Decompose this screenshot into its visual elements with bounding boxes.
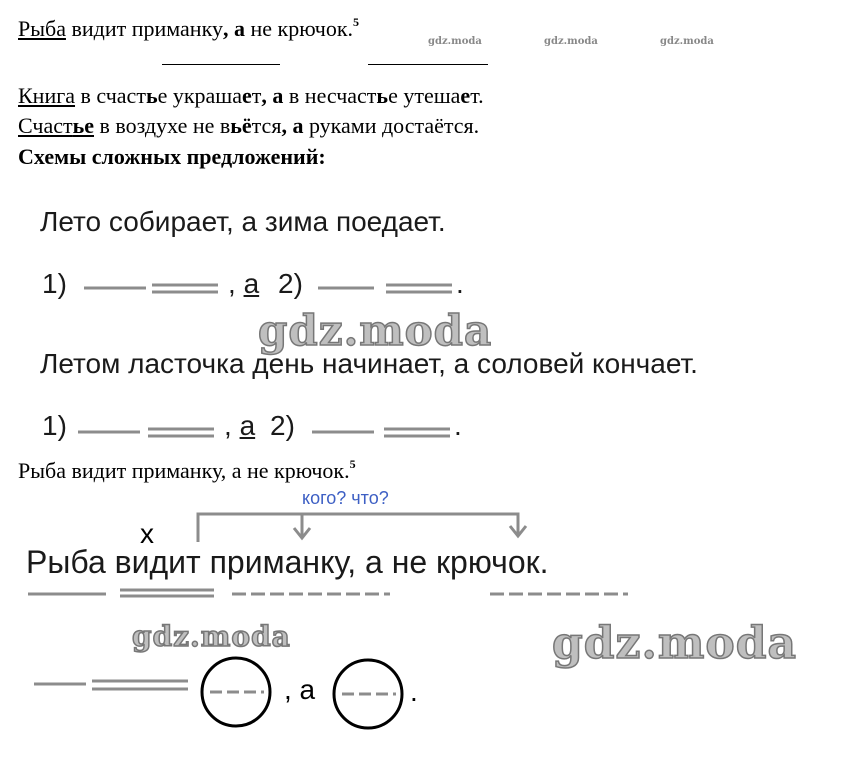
highlight: ь xyxy=(376,83,389,108)
watermark-small: gdz.moda xyxy=(428,36,482,47)
scheme1-end: . xyxy=(456,268,464,299)
scheme2-comma xyxy=(224,410,255,442)
subject-word: Рыба xyxy=(18,16,66,41)
scheme2-label-2: 2) xyxy=(270,410,295,441)
final-scheme-end: . xyxy=(410,676,418,707)
text-part: в воздухе не в xyxy=(94,113,231,138)
scheme1-line-subject-2 xyxy=(318,280,378,300)
conjunction: , а xyxy=(261,83,284,108)
subject-word: Книга xyxy=(18,83,76,108)
proverb-sentence-3 xyxy=(18,113,479,139)
scheme2-label-1: 1) xyxy=(42,410,67,441)
highlight: е xyxy=(242,83,252,108)
text-part: е утеша xyxy=(388,83,461,108)
conjunction: а xyxy=(228,16,245,41)
text-part: в несчаст xyxy=(283,83,377,108)
highlight: ьё xyxy=(230,113,252,138)
blank-line xyxy=(162,64,280,65)
watermark-big: gdz.moda xyxy=(258,306,493,355)
watermark-small: gdz.moda xyxy=(544,36,598,47)
highlight: е xyxy=(460,83,471,108)
text-part: т xyxy=(251,83,262,108)
blank-line xyxy=(368,64,488,65)
question-arrows xyxy=(192,508,532,544)
watermark-small: gdz.moda xyxy=(660,36,714,47)
parsed-sentence: Рыба видит приманку, а не крючок. xyxy=(26,544,549,580)
scheme2-end: . xyxy=(454,410,462,441)
example-sentence-1 xyxy=(18,16,359,42)
sentence-text: Рыба видит приманку, а не крючок. xyxy=(18,458,350,483)
schemes-heading: Схемы сложных предложений: xyxy=(18,144,326,169)
comma: , xyxy=(224,410,240,441)
subject-word xyxy=(18,113,94,138)
scheme1-sentence: Лето собирает, а зима поедает. xyxy=(40,206,446,237)
scheme2-line-subject-2 xyxy=(312,422,378,442)
highlight: ь xyxy=(145,83,158,108)
scheme2-line-subject-1 xyxy=(78,422,144,442)
text-part: руками достаётся. xyxy=(303,113,480,138)
text-part: тся xyxy=(251,113,282,138)
conjunction: а xyxy=(239,410,256,441)
watermark-big: gdz.moda xyxy=(552,618,798,669)
example-sentence-2 xyxy=(18,458,356,484)
highlight: ье xyxy=(72,113,94,138)
scheme1-comma xyxy=(228,268,259,300)
footnote-marker: 5 xyxy=(349,457,356,471)
scheme2-sentence: Летом ласточка день начинает, а соловей кончает. xyxy=(40,348,698,379)
scheme1-label-2: 2) xyxy=(278,268,303,299)
text-part: е украша xyxy=(157,83,243,108)
comma: , xyxy=(228,268,244,299)
proverb-sentence-2 xyxy=(18,83,484,109)
scheme1-line-predicate-2 xyxy=(386,280,456,300)
x-mark: х xyxy=(140,518,154,549)
scheme1-line-predicate-1 xyxy=(152,280,222,300)
scheme1-label-1: 1) xyxy=(42,268,67,299)
scheme2-line-predicate-1 xyxy=(148,422,218,442)
conjunction: а xyxy=(243,268,260,299)
text-part: Счаст xyxy=(18,113,73,138)
scheme1-line-subject-1 xyxy=(84,280,150,300)
sentence-text: видит приманку xyxy=(65,16,223,41)
parse-underlines xyxy=(24,586,644,606)
watermark-big: gdz.moda xyxy=(132,620,291,653)
final-scheme xyxy=(30,654,450,734)
question-label: кого? что? xyxy=(302,488,389,508)
sentence-text: не крючок. xyxy=(244,16,354,41)
text-part: в счаст xyxy=(75,83,146,108)
scheme2-line-predicate-2 xyxy=(384,422,454,442)
footnote-marker: 5 xyxy=(353,15,360,29)
conjunction: , а xyxy=(281,113,304,138)
final-scheme-comma-a: , а xyxy=(284,674,316,705)
comma: , xyxy=(222,16,229,41)
text-part: т. xyxy=(470,83,484,108)
